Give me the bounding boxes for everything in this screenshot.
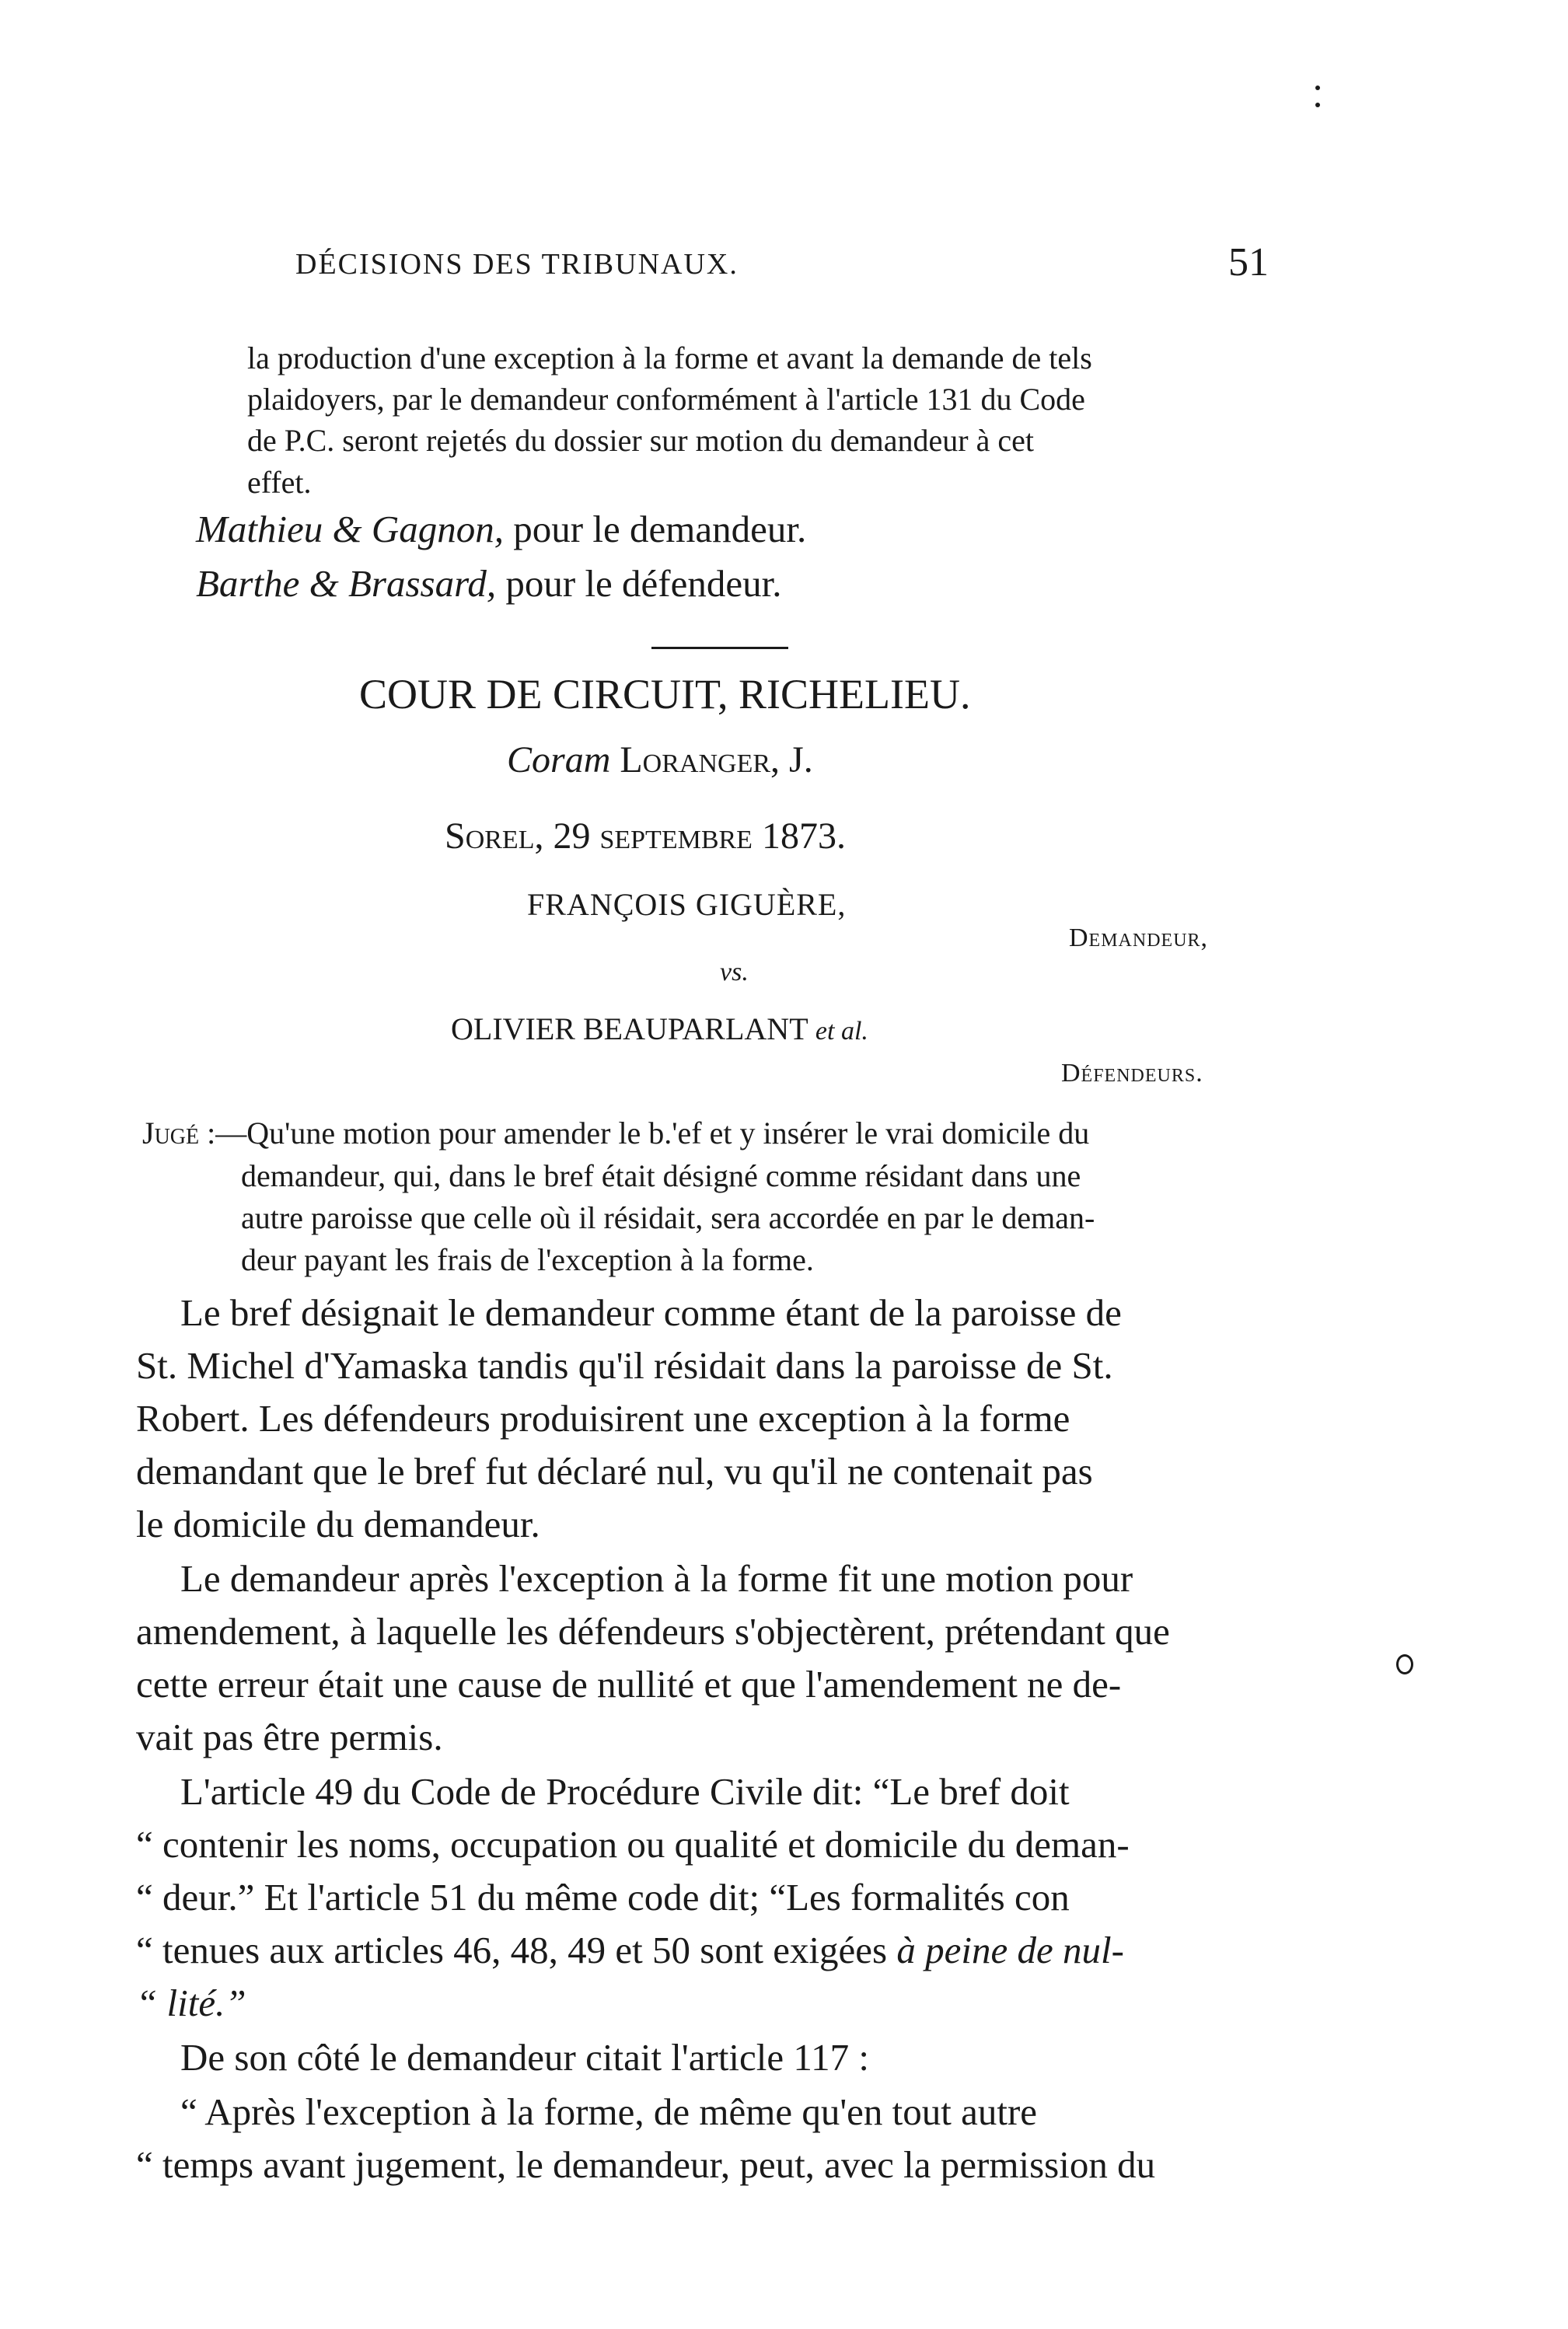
page-number: 51 <box>1228 240 1269 285</box>
counsel-defendant <box>196 561 781 606</box>
defendant-name: OLIVIER BEAUPARLANT <box>451 1011 808 1046</box>
holding-first-line <box>142 1115 1089 1151</box>
court-heading: COUR DE CIRCUIT, RICHELIEU. <box>359 671 971 718</box>
defendant-line <box>451 1011 868 1047</box>
continuation-line: effet. <box>247 465 312 500</box>
paragraph-line: “ deur.” Et l'article 51 du même code dit; “Les formalités con <box>136 1876 1070 1919</box>
counsel-role: pour le défendeur. <box>505 562 782 605</box>
holding-line: autre paroisse que celle où il résidait, sera accordée en par le deman- <box>241 1200 1095 1235</box>
paragraph-line: St. Michel d'Yamaska tandis qu'il résidait dans la paroisse de St. <box>136 1344 1113 1387</box>
plaintiff-name: FRANÇOIS GIGUÈRE, <box>527 887 847 922</box>
holding-line: demandeur, qui, dans le bref était désigné comme résidant dans une <box>241 1158 1081 1193</box>
speck-mark <box>1396 1654 1413 1674</box>
paragraph-line: L'article 49 du Code de Procédure Civile dit: “Le bref doit <box>180 1770 1070 1813</box>
paragraph-line: cette erreur était une cause de nullité et que l'amendement ne de- <box>136 1663 1122 1706</box>
counsel-plaintiff <box>196 507 806 551</box>
paragraph-line: Le demandeur après l'exception à la forme fit une motion pour <box>180 1557 1133 1600</box>
speck-mark <box>1315 86 1320 90</box>
coram-line <box>507 739 813 781</box>
paragraph-emphasis: à peine de nul- <box>896 1929 1124 1971</box>
continuation-line: de P.C. seront rejetés du dossier sur motion du demandeur à cet <box>247 423 1034 458</box>
paragraph-line: vait pas être permis. <box>136 1716 443 1758</box>
place-date: Sorel, 29 septembre 1873. <box>445 815 846 857</box>
paragraph-line: “ temps avant jugement, le demandeur, peut, avec la permission du <box>136 2143 1156 2186</box>
paragraph-line: Robert. Les défendeurs produisirent une exception à la forme <box>136 1397 1070 1440</box>
paragraph-line: amendement, à laquelle les défendeurs s'objectèrent, prétendant que <box>136 1610 1170 1653</box>
paragraph-line: “ lité.” <box>136 1982 246 2024</box>
defendant-label: Défendeurs. <box>1061 1059 1203 1088</box>
counsel-role: pour le demandeur. <box>513 508 807 550</box>
paragraph-line: “ contenir les noms, occupation ou qualité et domicile du deman- <box>136 1823 1130 1866</box>
running-header: DÉCISIONS DES TRIBUNAUX. <box>295 248 739 281</box>
section-divider <box>651 647 788 649</box>
continuation-line: plaidoyers, par le demandeur conformément à l'article 131 du Code <box>247 382 1085 417</box>
paragraph-line <box>136 1928 1124 1972</box>
holding-label: Jugé : <box>142 1116 216 1151</box>
paragraph-line: le domicile du demandeur. <box>136 1503 540 1545</box>
holding-line: deur payant les frais de l'exception à la forme. <box>241 1242 814 1277</box>
holding-text: —Qu'une motion pour amender le b.'ef et y insérer le vrai domicile du <box>215 1116 1090 1151</box>
judge-name: Loranger, J. <box>620 739 813 780</box>
speck-mark <box>1315 103 1320 107</box>
paragraph-line: demandant que le bref fut déclaré nul, vu qu'il ne contenait pas <box>136 1450 1093 1493</box>
versus-label: vs. <box>720 958 749 986</box>
defendant-etal: et al. <box>815 1017 868 1046</box>
continuation-line: la production d'une exception à la forme et avant la demande de tels <box>247 340 1092 375</box>
paragraph-text: “ tenues aux articles 46, 48, 49 et 50 sont exigées <box>136 1929 888 1971</box>
paragraph-line: “ Après l'exception à la forme, de même qu'en tout autre <box>180 2090 1038 2133</box>
counsel-names: Mathieu & Gagnon, <box>196 508 505 550</box>
paragraph-line: Le bref désignait le demandeur comme étant de la paroisse de <box>180 1291 1122 1334</box>
coram-label: Coram <box>507 739 611 780</box>
plaintiff-label: Demandeur, <box>1069 924 1209 952</box>
paragraph-line: De son côté le demandeur citait l'article 117 : <box>180 2036 869 2079</box>
counsel-names: Barthe & Brassard, <box>196 562 497 605</box>
